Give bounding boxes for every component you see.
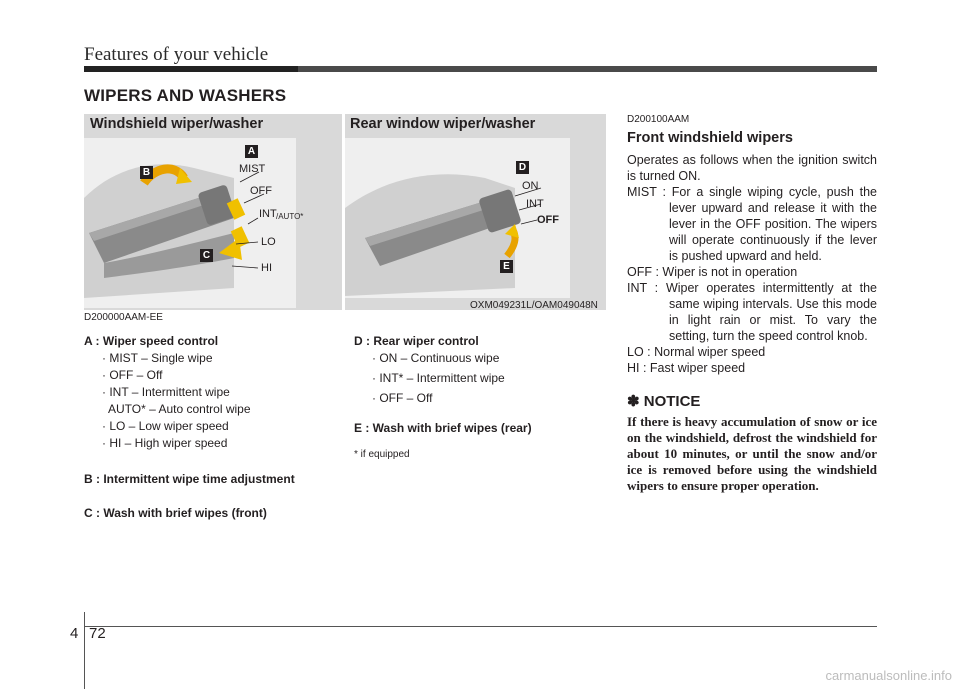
right-item-int: INT : Wiper operates intermittently at the same wiping intervals. Use this mode in light rain or mist. To vary the setting, turn the speed control knob. [627, 281, 877, 343]
caption-c: C : Wash with brief wipes (front) [84, 506, 267, 520]
right-item-hi: HI : Fast wiper speed [627, 361, 746, 375]
caption-d: D : Rear wiper control [354, 334, 479, 348]
tag-e: E [500, 260, 513, 273]
caption-a-item: · MIST – Single wipe [102, 351, 213, 365]
right-heading: Front windshield wipers [627, 130, 793, 146]
tag-a: A [245, 145, 258, 158]
caption-a: A : Wiper speed control [84, 334, 219, 348]
label-hi: HI [261, 262, 272, 274]
figure-code-left: D200000AAM-EE [84, 312, 163, 323]
section-title: WIPERS AND WASHERS [84, 86, 287, 105]
notice-body: If there is heavy accumulation of snow or ice on the windshield, defrost the windshield for about 10 minutes, or until the snow and/or ice is removed before using the windshield wipers to ensure proper operation. [627, 414, 877, 493]
watermark[interactable]: carmanualsonline.info [825, 668, 952, 683]
right-item-lo: LO : Normal wiper speed [627, 345, 766, 359]
right-item-mist: MIST : For a single wiping cycle, push the lever upward and release it with the lever in the OFF position. The wipers will operate continuously if the lever is pushed upward and held. [627, 185, 877, 263]
caption-a-item: · LO – Low wiper speed [102, 419, 229, 433]
right-column [627, 112, 877, 494]
caption-b: B : Intermittent wipe time adjustment [84, 472, 295, 486]
label-rear-off: OFF [537, 214, 559, 226]
label-lo: LO [261, 236, 276, 248]
right-item-off: OFF : Wiper is not in operation [627, 265, 798, 279]
right-code: D200100AAM [627, 114, 690, 125]
tag-c: C [200, 249, 213, 262]
caption-d-item: · INT* – Intermittent wipe [372, 371, 505, 385]
label-rear-int: INT [526, 198, 544, 210]
footnote: * if equipped [354, 449, 410, 460]
rear-figure-title: Rear window wiper/washer [350, 116, 536, 132]
caption-a-item: AUTO* – Auto control wipe [108, 402, 251, 416]
tag-d: D [516, 161, 529, 174]
footer-rule [84, 626, 877, 627]
windshield-figure-title: Windshield wiper/washer [90, 116, 264, 132]
footer-divider [84, 612, 85, 689]
caption-d-item: · OFF – Off [372, 391, 433, 405]
figure-code-right: OXM049231L/OAM049048N [470, 300, 598, 311]
right-intro: Operates as follows when the ignition switch is turned ON. [627, 153, 877, 183]
notice-title: ✽ NOTICE [627, 393, 701, 410]
captions-mid [354, 333, 614, 463]
caption-a-item: · HI – High wiper speed [102, 436, 228, 450]
label-auto: /AUTO* [276, 212, 304, 221]
captions-left [84, 333, 344, 522]
tag-b: B [140, 166, 153, 179]
page-number: 72 [89, 625, 106, 642]
caption-d-item: · ON – Continuous wipe [372, 351, 500, 365]
caption-a-item: · OFF – Off [102, 368, 163, 382]
header-title: Features of your vehicle [84, 44, 269, 65]
label-rear-on: ON [522, 180, 539, 192]
label-int: INT [259, 208, 277, 220]
caption-a-item: · INT – Intermittent wipe [102, 385, 230, 399]
caption-e: E : Wash with brief wipes (rear) [354, 421, 532, 435]
label-mist: MIST [239, 163, 266, 175]
header-rule [84, 66, 877, 72]
label-off: OFF [250, 185, 272, 197]
page-section: 4 [70, 625, 79, 642]
